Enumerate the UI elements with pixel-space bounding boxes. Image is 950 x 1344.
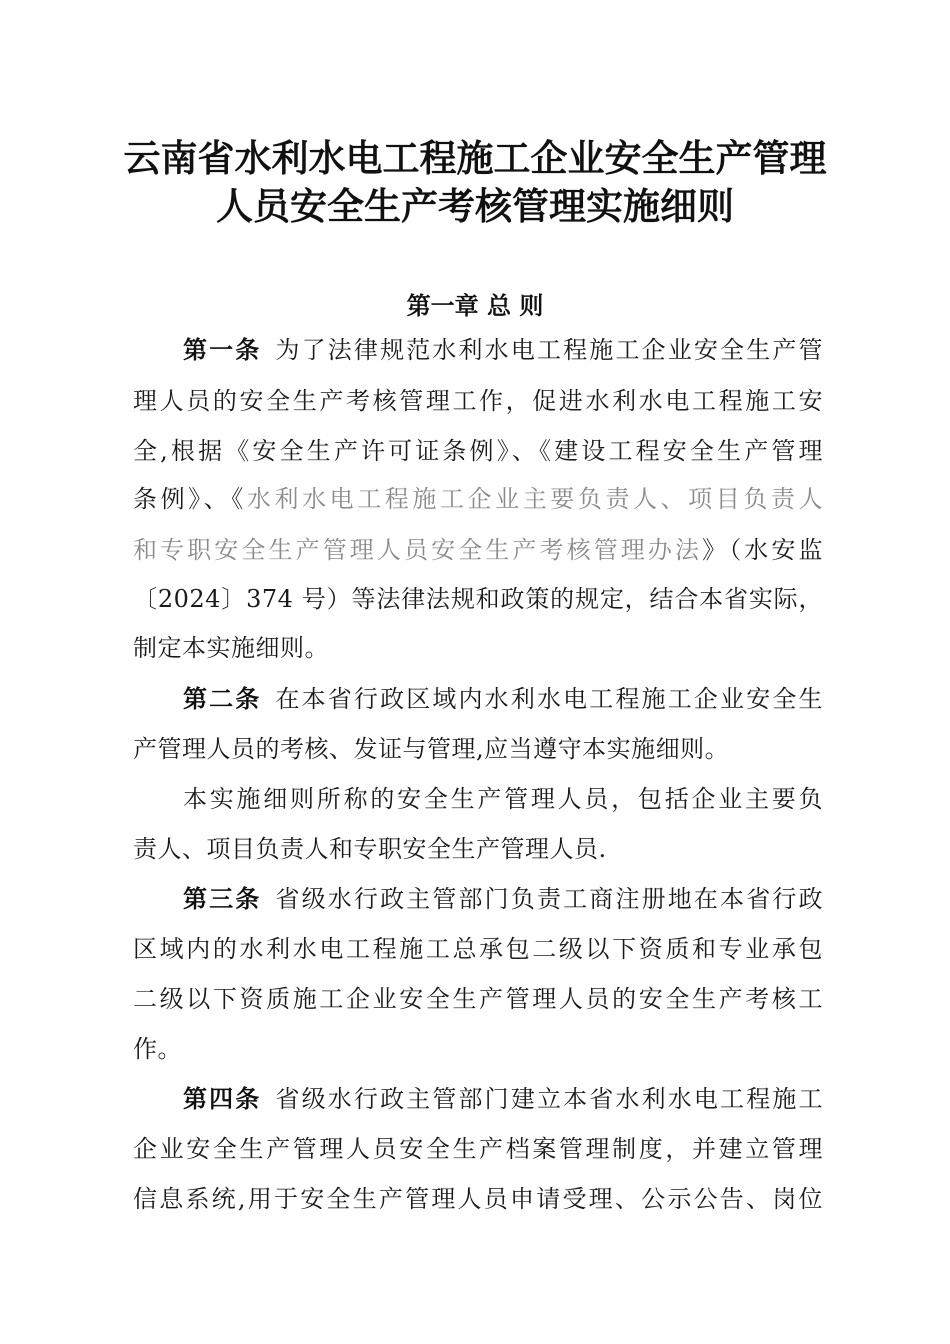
article-1-text: 为了法律规范水利水电工程施工企业安全生产管	[275, 336, 824, 364]
article-4-line-2: 企业安全生产管理人员安全生产档案管理制度，并建立管理	[133, 1135, 823, 1163]
article-4-text: 省级水行政主管部门建立本省水利水电工程施工	[275, 1085, 824, 1113]
article-2-para-2-line-2: 责人、项目负责人和专职安全生产管理人员.	[133, 835, 607, 863]
article-4-label: 第四条	[183, 1085, 262, 1113]
article-1-line-6: 〔2024〕374 号）等法律法规和政策的规定，结合本省实际，	[133, 585, 823, 613]
article-3-line-1	[183, 884, 823, 914]
article-1-line-4-prefix: 条例》、《	[133, 485, 247, 513]
article-4-line-3: 信息系统,用于安全生产管理人员申请受理、公示公告、岗位	[133, 1185, 823, 1213]
article-1-regulation-name-part-1: 水利水电工程施工企业主要负责人、项目负责人	[246, 485, 824, 513]
article-1-line-5	[133, 535, 823, 565]
article-3-line-4: 作。	[133, 1035, 182, 1063]
article-4-line-1	[183, 1084, 823, 1114]
document-title-line-2: 人员安全生产考核管理实施细则	[216, 185, 734, 228]
article-2-label: 第二条	[183, 685, 262, 713]
article-2-line-2: 产管理人员的考核、发证与管理,应当遵守本实施细则。	[133, 735, 730, 763]
article-3-label: 第三条	[183, 885, 262, 913]
chapter-heading: 第一章 总 则	[406, 292, 544, 320]
article-1-label: 第一条	[183, 336, 262, 364]
article-1-line-4	[133, 484, 823, 514]
article-2-para-2-line-1: 本实施细则所称的安全生产管理人员，包括企业主要负	[183, 785, 823, 813]
article-3-text: 省级水行政主管部门负责工商注册地在本省行政	[275, 885, 824, 913]
article-1-line-7: 制定本实施细则。	[133, 634, 329, 662]
article-1-regulation-name-part-2: 和专职安全生产管理人员安全生产考核管理办法	[133, 536, 703, 564]
article-1-line-1	[183, 335, 823, 365]
article-1-line-2: 理人员的安全生产考核管理工作，促进水利水电工程施工安	[133, 387, 823, 415]
document-title-line-1: 云南省水利水电工程施工企业安全生产管理	[123, 137, 827, 180]
article-2-text: 在本省行政区域内水利水电工程施工企业安全生	[275, 685, 824, 713]
article-2-line-1	[183, 684, 823, 714]
article-3-line-2: 区域内的水利水电工程施工总承包二级以下资质和专业承包	[133, 935, 823, 963]
article-1-line-5-suffix: 》（水安监	[702, 536, 824, 564]
article-3-line-3: 二级以下资质施工企业安全生产管理人员的安全生产考核工	[133, 985, 823, 1013]
article-1-line-3: 全,根据《安全生产许可证条例》、《建设工程安全生产管理	[133, 437, 823, 465]
